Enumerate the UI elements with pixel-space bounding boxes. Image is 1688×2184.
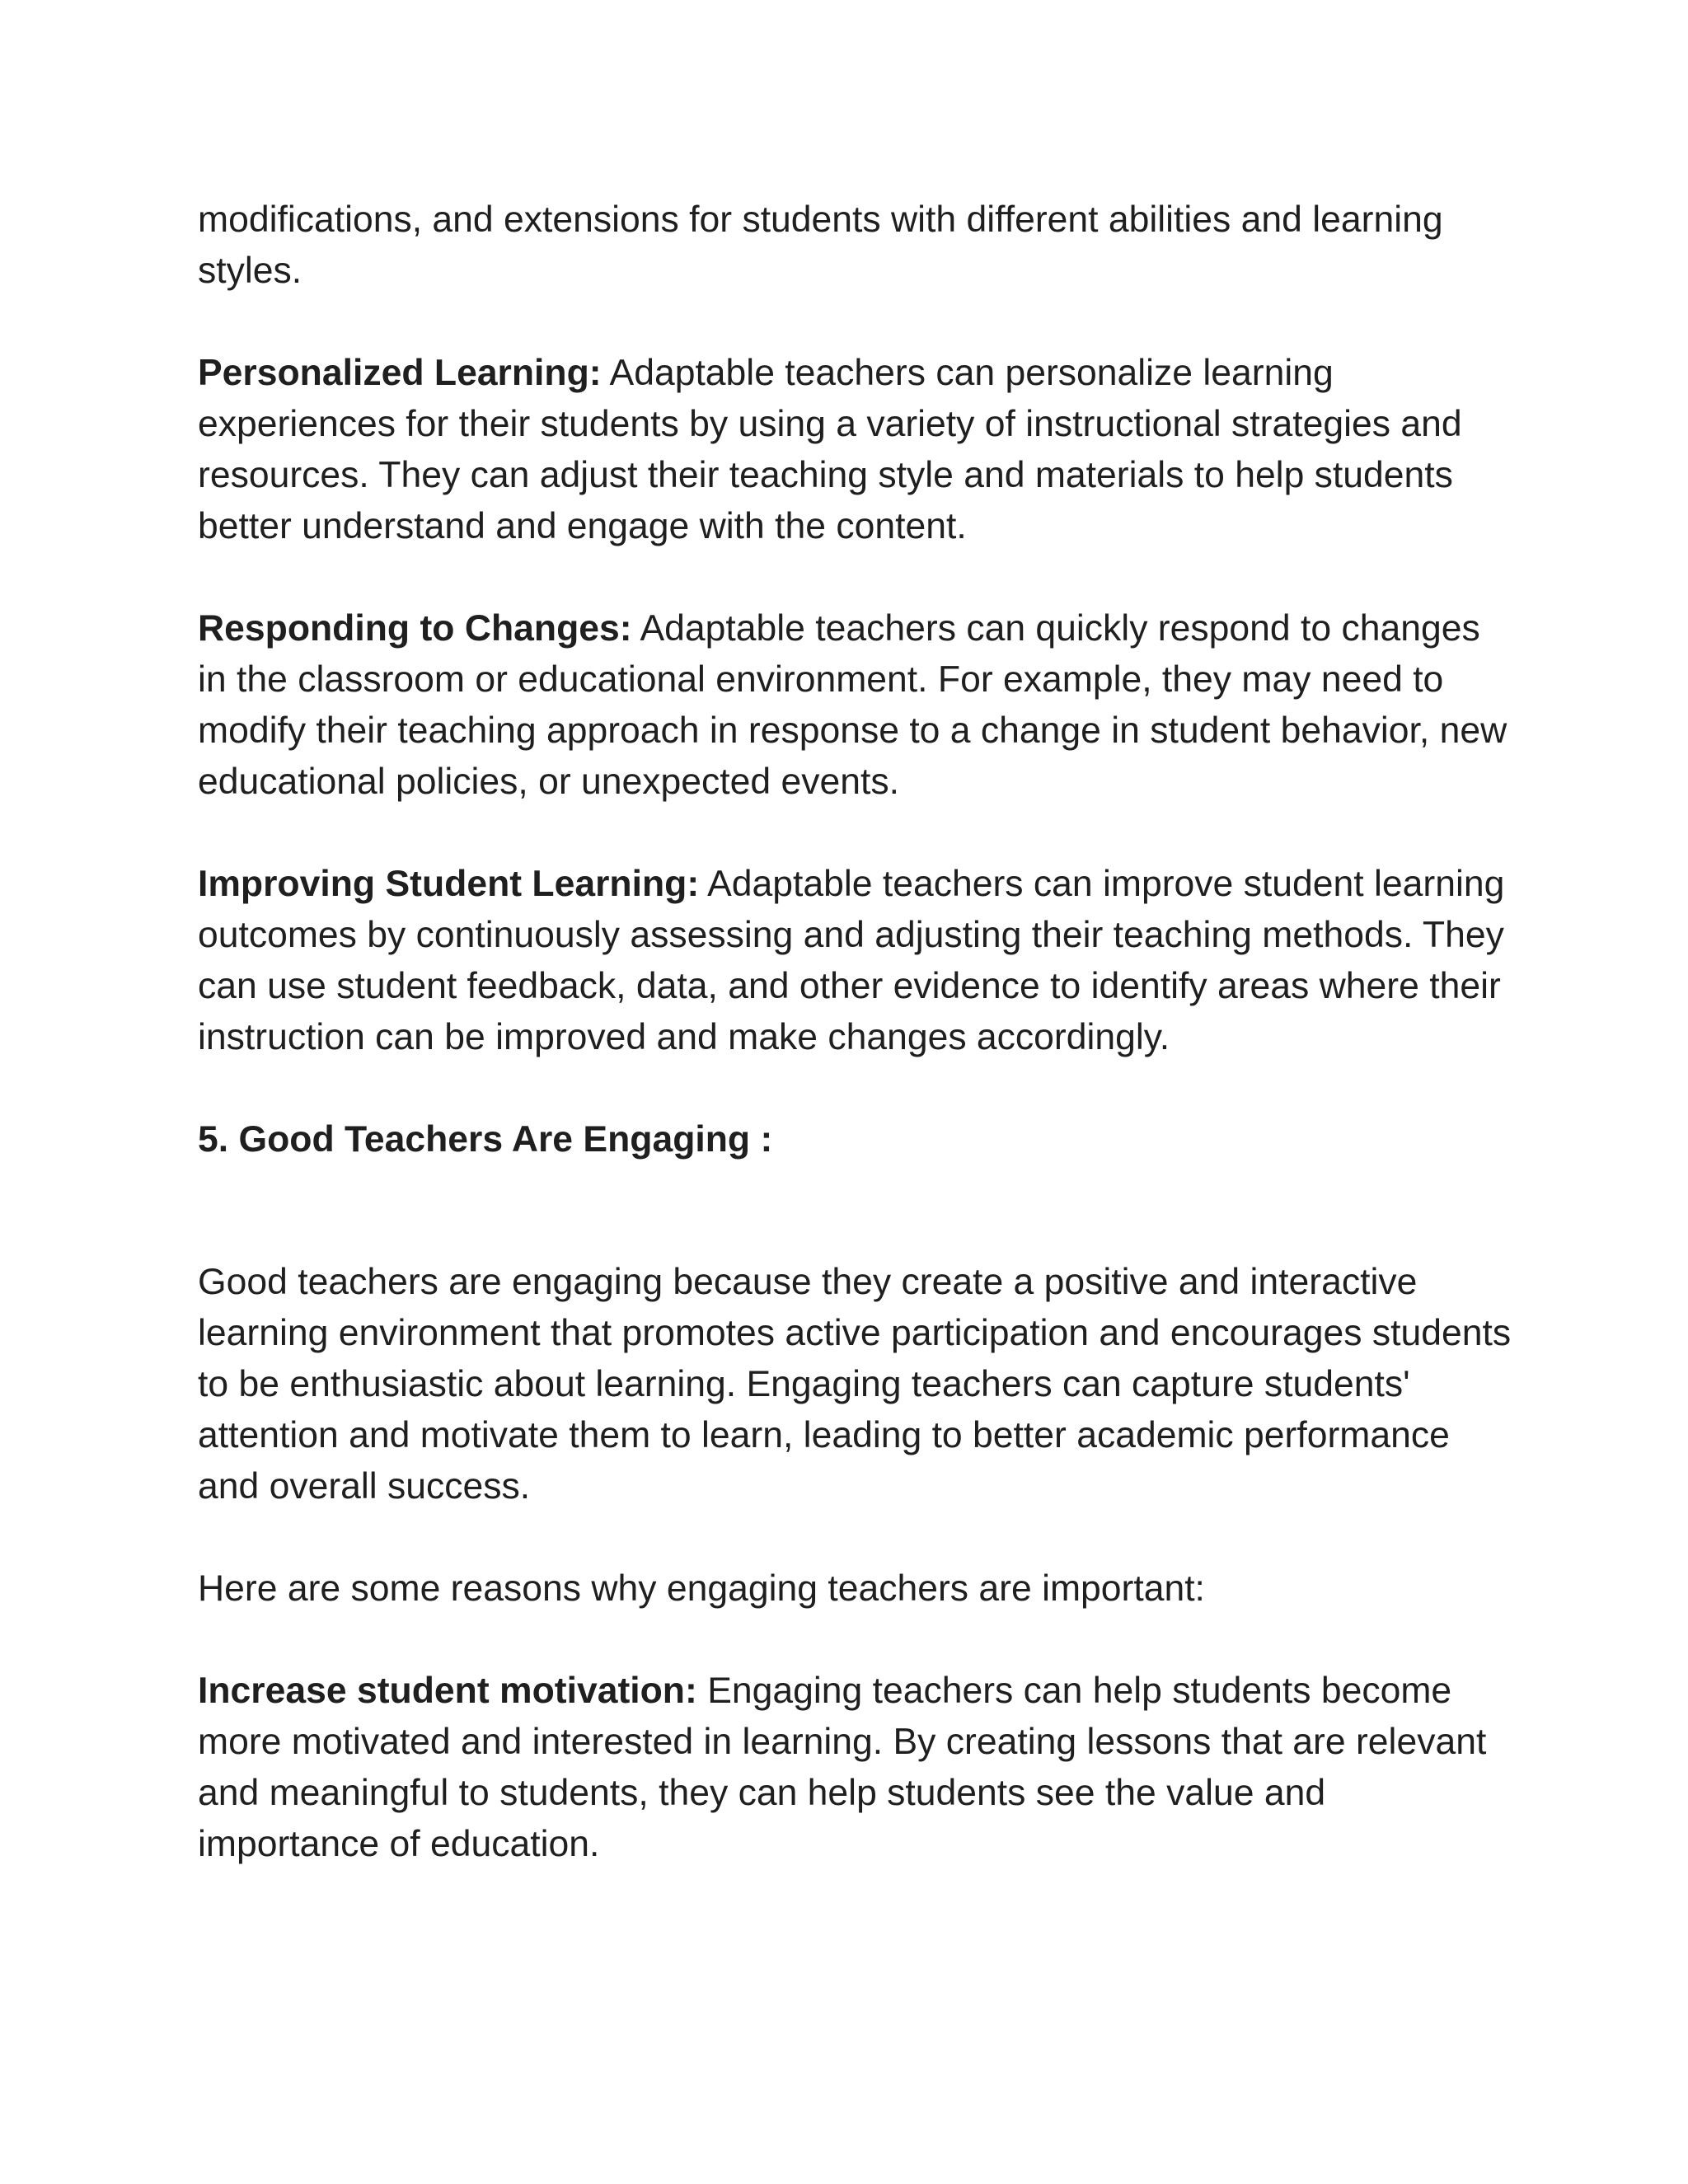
improving-student-learning-text: Adaptable teachers can improve student learning outcomes by continuously assessing and adjusting their teaching methods. They can use student feedback, data, and other evidence to identify areas where their instruction can be improved and make changes accordingly. [198, 864, 1505, 1057]
responding-to-changes-paragraph [198, 603, 1517, 808]
improving-student-learning-paragraph [198, 859, 1517, 1063]
intro-continuation-paragraph [198, 194, 1517, 297]
engaging-paragraph: Good teachers are engaging because they create a positive and interactive learning environment that promotes active participation and encourages students to be enthusiastic about learning. Engaging teachers can capture students' attention and motivate them to learn, leading to better academic performance and overall success. [198, 1262, 1512, 1507]
responding-to-changes-text: Adaptable teachers can quickly respond to changes in the classroom or educational environment. For example, they may need to modify their teaching approach in response to a change in student behavior, new educational policies, or unexpected events. [198, 608, 1507, 802]
improving-student-learning-term: Improving Student Learning: [198, 864, 700, 904]
responding-to-changes-term: Responding to Changes: [198, 608, 632, 649]
personalized-learning-text: Adaptable teachers can personalize learning experiences for their students by using a variety of instructional strategies and resources. They can adjust their teaching style and materials to help students better understand and engage with the content. [198, 353, 1462, 546]
personalized-learning-paragraph [198, 348, 1517, 552]
document-page [198, 194, 1517, 1870]
personalized-learning-term: Personalized Learning: [198, 353, 602, 393]
increase-motivation-text: Engaging teachers can help students become more motivated and interested in learning. By creating lessons that are relevant and meaningful to students, they can help students see the value and importance of education. [198, 1671, 1487, 1864]
section-heading: 5. Good Teachers Are Engaging : [198, 1119, 773, 1160]
reasons-intro-paragraph: Here are some reasons why engaging teachers are important: [198, 1568, 1205, 1609]
increase-motivation-term: Increase student motivation: [198, 1671, 697, 1711]
increase-motivation-paragraph [198, 1666, 1517, 1870]
intro-continuation-text: modifications, and extensions for students with different abilities and learning styles. [198, 199, 1443, 291]
